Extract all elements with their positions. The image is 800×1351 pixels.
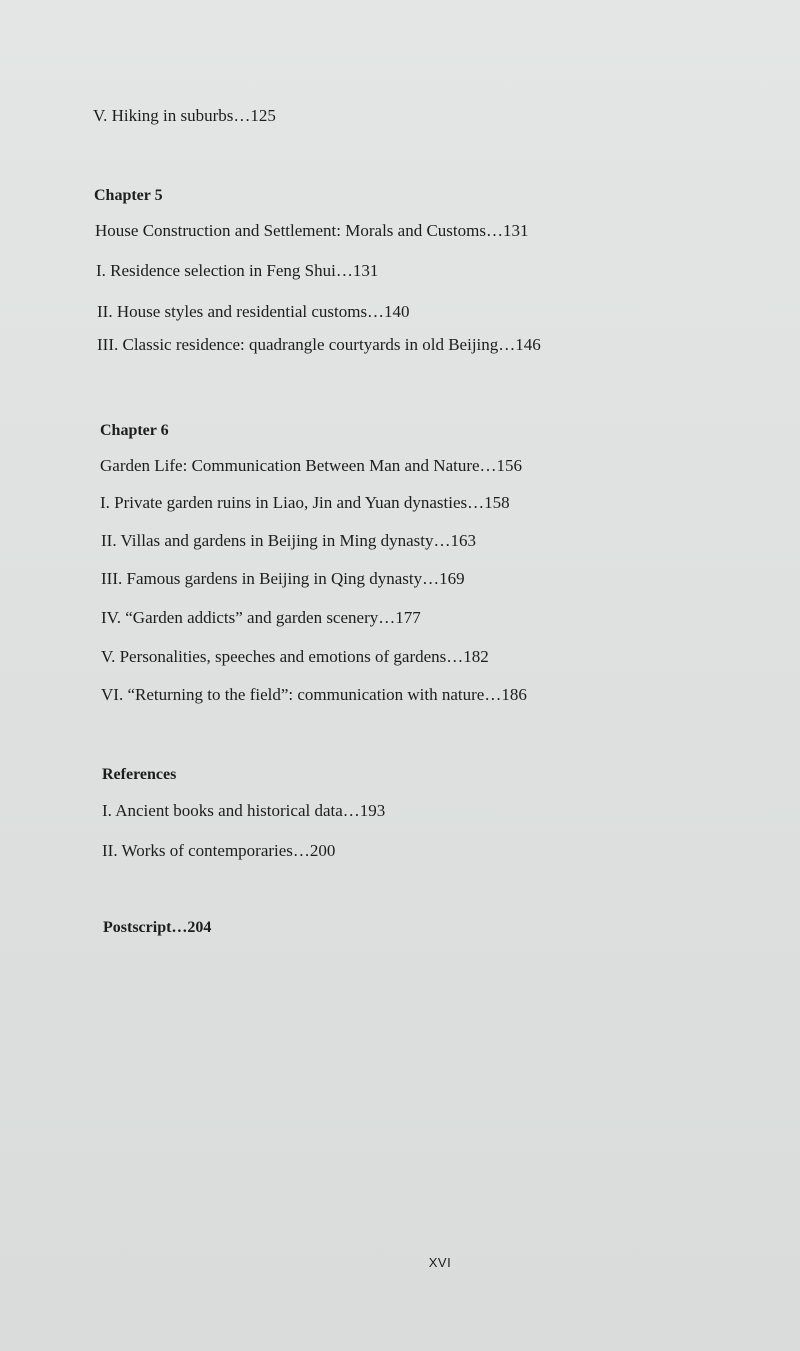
toc-entry: I. Ancient books and historical data…193 bbox=[102, 801, 386, 820]
toc-entry: I. Private garden ruins in Liao, Jin and Yuan dynasties…158 bbox=[100, 493, 510, 512]
toc-entry: V. Hiking in suburbs…125 bbox=[93, 106, 276, 125]
toc-entry: III. Classic residence: quadrangle courtyards in old Beijing…146 bbox=[97, 335, 541, 354]
chapter-heading: Chapter 6 bbox=[100, 422, 169, 439]
toc-entry: III. Famous gardens in Beijing in Qing dynasty…169 bbox=[101, 569, 465, 588]
toc-entry: IV. “Garden addicts” and garden scenery…177 bbox=[101, 608, 421, 627]
references-heading: References bbox=[102, 766, 177, 783]
postscript-heading: Postscript…204 bbox=[103, 919, 212, 936]
toc-entry: II. House styles and residential customs…140 bbox=[97, 302, 410, 321]
toc-entry: II. Works of contemporaries…200 bbox=[102, 841, 336, 860]
chapter-heading: Chapter 5 bbox=[94, 187, 163, 204]
toc-entry: VI. “Returning to the field”: communication with nature…186 bbox=[101, 685, 527, 704]
page-number: XVI bbox=[428, 1255, 452, 1270]
toc-entry: V. Personalities, speeches and emotions of gardens…182 bbox=[101, 647, 489, 666]
toc-entry: Garden Life: Communication Between Man and Nature…156 bbox=[100, 456, 523, 475]
toc-entry: II. Villas and gardens in Beijing in Ming dynasty…163 bbox=[101, 531, 476, 550]
toc-entry: House Construction and Settlement: Morals and Customs…131 bbox=[95, 221, 529, 240]
toc-entry: I. Residence selection in Feng Shui…131 bbox=[96, 261, 379, 280]
